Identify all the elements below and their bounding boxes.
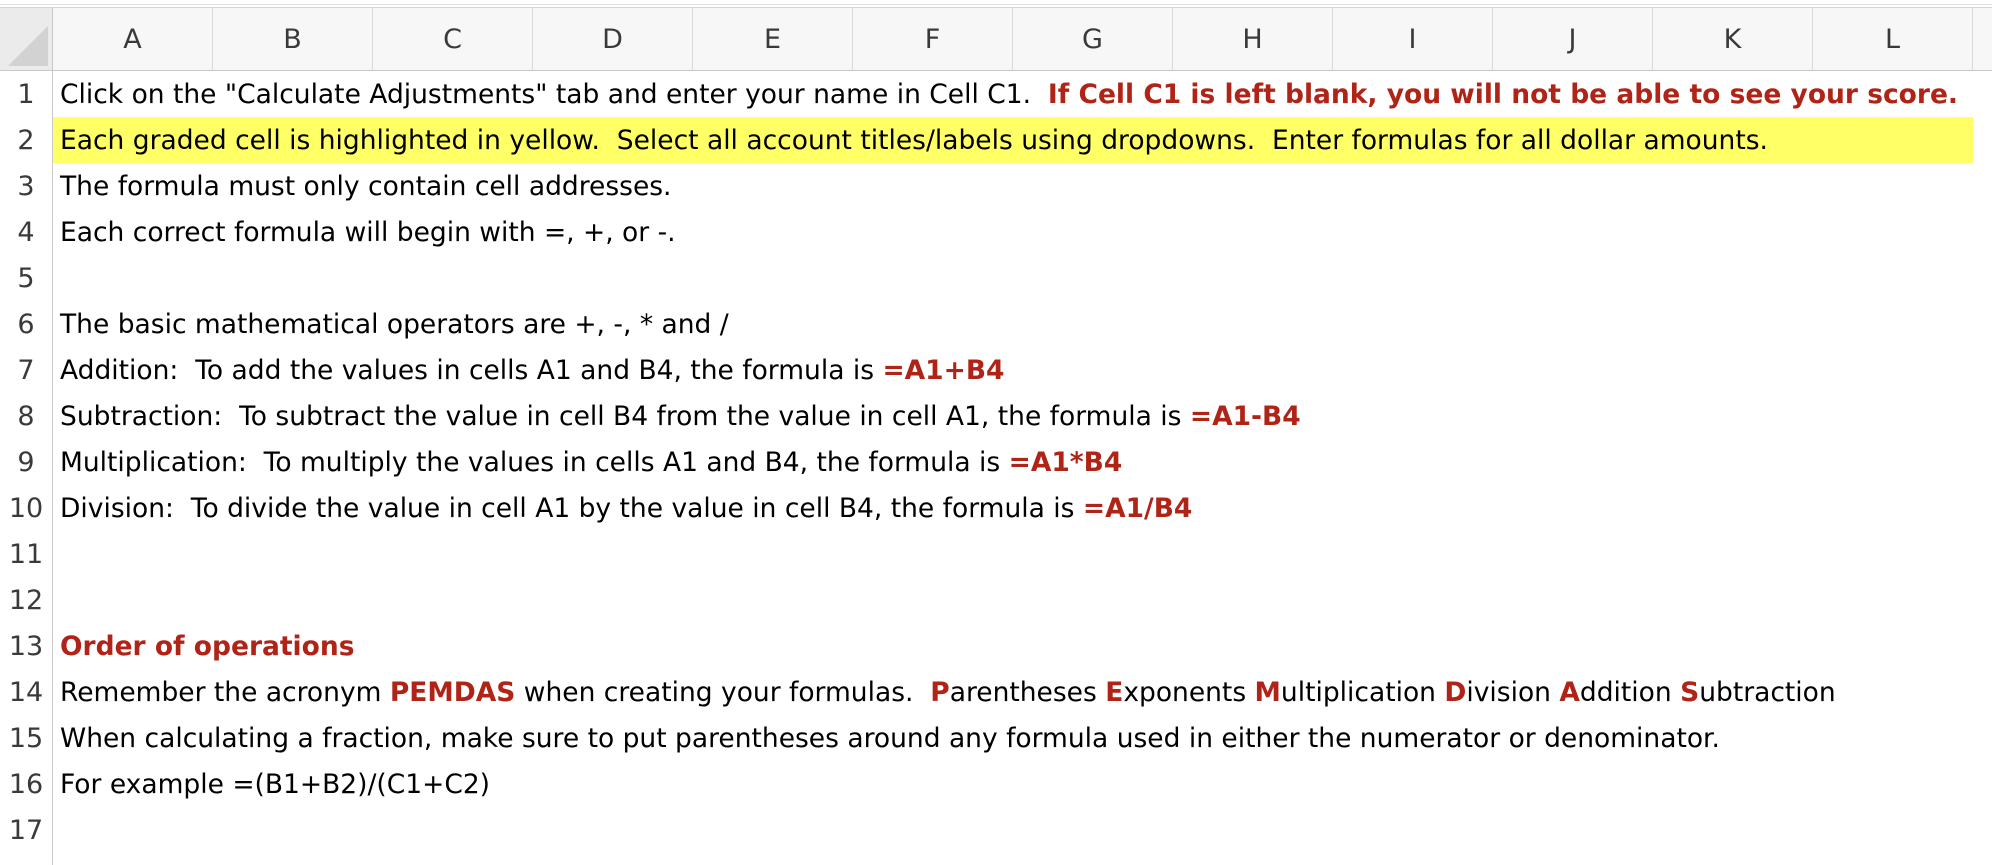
spreadsheet-grid <box>0 8 1992 865</box>
cell-a16[interactable] <box>53 761 1973 807</box>
cell-text: ultiplication <box>1280 676 1445 708</box>
cell-a3[interactable] <box>53 163 1973 209</box>
row-header-bar <box>0 71 53 865</box>
sheet-row <box>53 623 1992 669</box>
sheet-row <box>53 209 1992 255</box>
emphasis-text: If Cell C1 is left blank, you will not be able to see your score. <box>1047 78 1958 110</box>
column-header-h[interactable]: H <box>1173 8 1333 70</box>
column-header-b[interactable]: B <box>213 8 373 70</box>
emphasis-text: S <box>1680 676 1700 708</box>
cell-a17[interactable] <box>53 807 1973 853</box>
column-header-bar <box>53 8 1992 71</box>
emphasis-text: E <box>1105 676 1124 708</box>
cell-text: ivision <box>1466 676 1560 708</box>
column-header-l[interactable]: L <box>1813 8 1973 70</box>
column-header-c[interactable]: C <box>373 8 533 70</box>
emphasis-text: D <box>1444 676 1467 708</box>
cell-area <box>53 71 1992 865</box>
column-header-e[interactable]: E <box>693 8 853 70</box>
sheet-row <box>53 393 1992 439</box>
cell-a1[interactable] <box>53 71 1973 117</box>
sheet-row <box>53 301 1992 347</box>
cell-text: when creating your formulas. <box>515 676 931 708</box>
select-all-triangle-icon <box>8 26 48 66</box>
sheet-row <box>53 577 1992 623</box>
cell-a13[interactable] <box>53 623 1973 669</box>
emphasis-text: =A1-B4 <box>1189 400 1301 432</box>
cell-a10[interactable] <box>53 485 1973 531</box>
row-header-7[interactable]: 7 <box>17 354 35 386</box>
cell-a12[interactable] <box>53 577 1973 623</box>
row-header-5[interactable]: 5 <box>17 262 35 294</box>
cell-text: Click on the "Calculate Adjustments" tab and enter your name in Cell C1. <box>60 78 1048 110</box>
column-header-f[interactable]: F <box>853 8 1013 70</box>
sheet-row <box>53 715 1992 761</box>
sheet-row <box>53 163 1992 209</box>
row-header-13[interactable]: 13 <box>8 630 44 662</box>
sheet-row <box>53 255 1992 301</box>
cell-text: ubtraction <box>1699 676 1836 708</box>
column-header-i[interactable]: I <box>1333 8 1493 70</box>
emphasis-text: PEMDAS <box>389 676 516 708</box>
cell-text: The formula must only contain cell addresses. <box>60 170 672 202</box>
column-header-j[interactable]: J <box>1493 8 1653 70</box>
emphasis-text: Order of operations <box>60 630 355 662</box>
row-header-16[interactable]: 16 <box>8 768 44 800</box>
cell-a2[interactable] <box>53 117 1973 163</box>
row-header-3[interactable]: 3 <box>17 170 35 202</box>
cell-a4[interactable] <box>53 209 1973 255</box>
sheet-row <box>53 807 1992 853</box>
column-header-k[interactable]: K <box>1653 8 1813 70</box>
row-header-12[interactable]: 12 <box>8 584 44 616</box>
row-header-10[interactable]: 10 <box>8 492 44 524</box>
sheet-row <box>53 531 1992 577</box>
cell-text: Each correct formula will begin with =, +, or -. <box>60 216 676 248</box>
row-header-14[interactable]: 14 <box>8 676 44 708</box>
cell-a9[interactable] <box>53 439 1973 485</box>
sheet-row <box>53 485 1992 531</box>
cell-text: Subtraction: To subtract the value in cell B4 from the value in cell A1, the formula is <box>60 400 1190 432</box>
column-header-a[interactable]: A <box>53 8 213 70</box>
row-header-2[interactable]: 2 <box>17 124 35 156</box>
column-header-d[interactable]: D <box>533 8 693 70</box>
cell-text: Addition: To add the values in cells A1 and B4, the formula is <box>60 354 883 386</box>
emphasis-text: P <box>930 676 950 708</box>
sheet-row <box>53 347 1992 393</box>
row-header-1[interactable]: 1 <box>17 78 35 110</box>
cell-text: When calculating a fraction, make sure to put parentheses around any formula used in either the numerator or denominator. <box>60 722 1720 754</box>
cell-text: arentheses <box>949 676 1106 708</box>
cell-text: The basic mathematical operators are +, -, * and / <box>60 308 729 340</box>
cell-text: Each graded cell is highlighted in yellow. Select all account titles/labels using dropdowns. Enter formulas for all dollar amounts. <box>60 124 1768 156</box>
cell-text: Multiplication: To multiply the values in cells A1 and B4, the formula is <box>60 446 1009 478</box>
cell-a7[interactable] <box>53 347 1973 393</box>
sheet-row <box>53 761 1992 807</box>
row-header-9[interactable]: 9 <box>17 446 35 478</box>
emphasis-text: M <box>1254 676 1281 708</box>
sheet-row <box>53 117 1992 163</box>
window-top-edge <box>0 0 1992 8</box>
cell-text: Division: To divide the value in cell A1 by the value in cell B4, the formula is <box>60 492 1083 524</box>
emphasis-text: A <box>1559 676 1580 708</box>
emphasis-text: =A1+B4 <box>882 354 1005 386</box>
cell-a8[interactable] <box>53 393 1973 439</box>
row-header-15[interactable]: 15 <box>8 722 44 754</box>
cell-a11[interactable] <box>53 531 1973 577</box>
row-header-17[interactable]: 17 <box>8 814 44 846</box>
row-header-8[interactable]: 8 <box>17 400 35 432</box>
sheet-row <box>53 669 1992 715</box>
row-header-6[interactable]: 6 <box>17 308 35 340</box>
cell-text: For example =(B1+B2)/(C1+C2) <box>60 768 491 800</box>
emphasis-text: =A1/B4 <box>1082 492 1193 524</box>
select-all-button[interactable] <box>0 8 53 71</box>
cell-a15[interactable] <box>53 715 1973 761</box>
sheet-row <box>53 439 1992 485</box>
cell-a5[interactable] <box>53 255 1973 301</box>
cell-text: xponents <box>1123 676 1255 708</box>
cell-a14[interactable] <box>53 669 1973 715</box>
cell-a6[interactable] <box>53 301 1973 347</box>
row-header-4[interactable]: 4 <box>17 216 35 248</box>
row-header-11[interactable]: 11 <box>8 538 44 570</box>
sheet-row <box>53 71 1992 117</box>
cell-text: Remember the acronym <box>60 676 390 708</box>
column-header-g[interactable]: G <box>1013 8 1173 70</box>
cell-text: ddition <box>1579 676 1681 708</box>
emphasis-text: =A1*B4 <box>1008 446 1123 478</box>
